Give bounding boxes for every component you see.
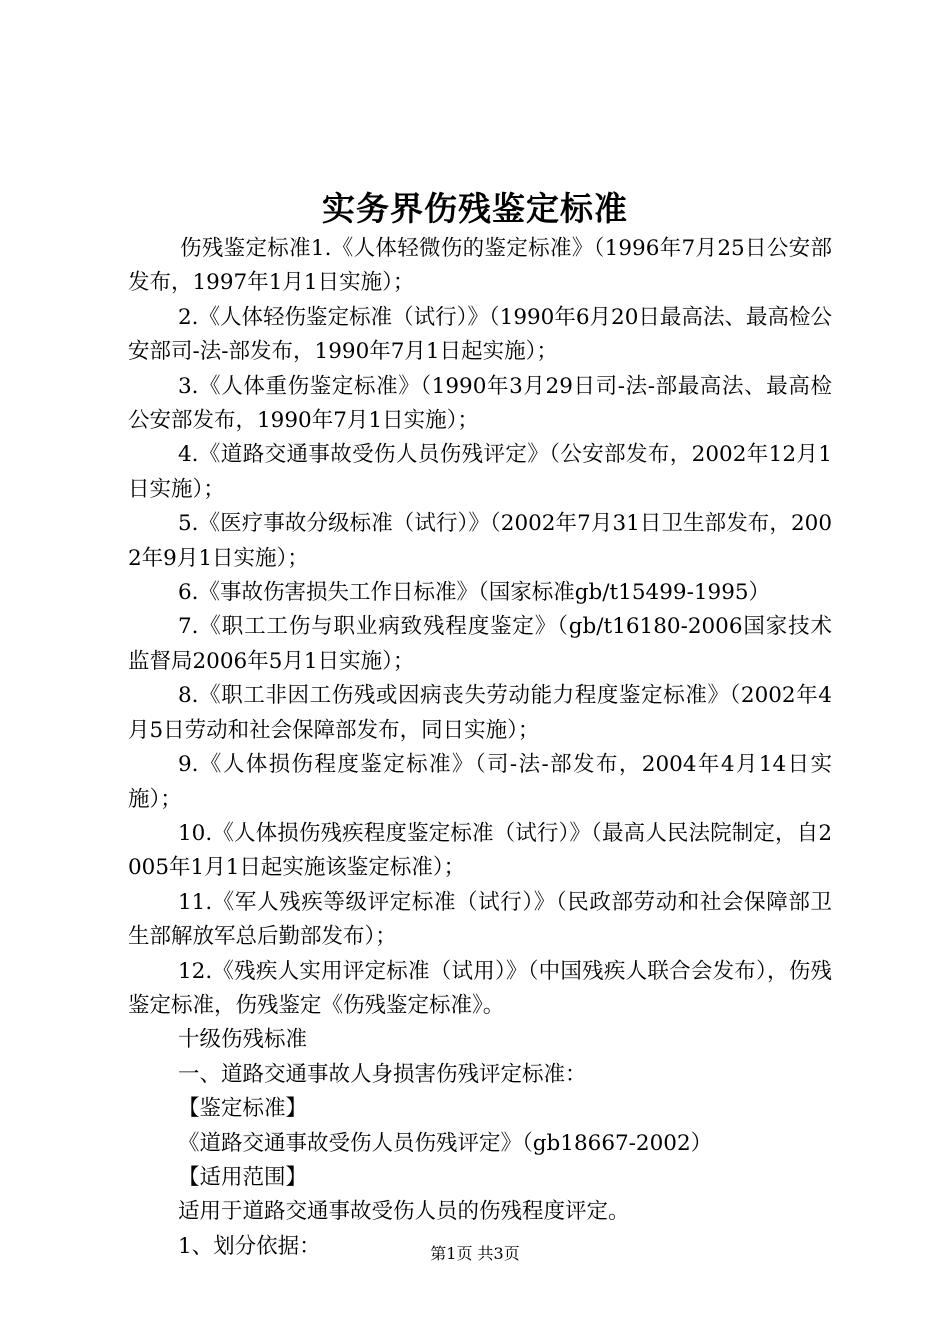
paragraph: 3.《人体重伤鉴定标准》（1990年3月29日司-法-部最高法、最高检公安部发布，1990年7月1日实施）； [128, 373, 832, 434]
paragraph: 【适用范围】 [178, 1164, 308, 1190]
paragraph: 十级伤残标准 [178, 1027, 308, 1053]
paragraph: 5.《医疗事故分级标准（试行）》（2002年7月31日卫生部发布，2002年9月1日实施）； [128, 511, 832, 571]
paragraph: 9.《人体损伤程度鉴定标准》（司-法-部发布，2004年4月14日实施）； [128, 752, 832, 812]
paragraph: 伤残鉴定标准1.《人体轻微伤的鉴定标准》（1996年7月25日公安部发布，1997年1月1日实施）； [128, 236, 832, 296]
paragraph: 7.《职工工伤与职业病致残程度鉴定》（gb/t16180-2006国家技术监督局2006年5月1日实施）； [128, 614, 832, 674]
paragraph: 2.《人体轻伤鉴定标准（试行）》（1990年6月20日最高法、最高检公安部司-法-部发布，1990年7月1日起实施）； [128, 304, 832, 365]
paragraph: 【鉴定标准】 [178, 1096, 308, 1122]
paragraph: 8.《职工非因工伤残或因病丧失劳动能力程度鉴定标准》（2002年4月5日劳动和社会保障部发布，同日实施）； [128, 683, 832, 743]
page-footer: 第1页 共3页 [430, 1244, 520, 1263]
paragraph: 《道路交通事故受伤人员伤残评定》（gb18667-2002） [178, 1130, 713, 1156]
paragraph: 12.《残疾人实用评定标准（试用）》（中国残疾人联合会发布），伤残鉴定标准，伤残鉴定《伤残鉴定标准》。 [128, 958, 832, 1018]
document-title: 实务界伤残鉴定标准 [322, 189, 628, 228]
paragraph: 6.《事故伤害损失工作日标准》（国家标准gb/t15499-1995） [178, 580, 771, 606]
paragraph: 一、道路交通事故人身损害伤残评定标准： [178, 1061, 587, 1087]
paragraph: 1、划分依据： [178, 1233, 321, 1259]
document-body [128, 232, 832, 1264]
paragraph: 10.《人体损伤残疾程度鉴定标准（试行）》（最高人民法院制定，自2005年1月1日起实施该鉴定标准）； [128, 820, 832, 881]
paragraph: 适用于道路交通事故受伤人员的伤残程度评定。 [178, 1199, 630, 1225]
paragraph: 4.《道路交通事故受伤人员伤残评定》（公安部发布，2002年12月1日实施）； [128, 442, 832, 502]
paragraph: 11.《军人残疾等级评定标准（试行）》（民政部劳动和社会保障部卫生部解放军总后勤部发布）； [128, 889, 832, 950]
